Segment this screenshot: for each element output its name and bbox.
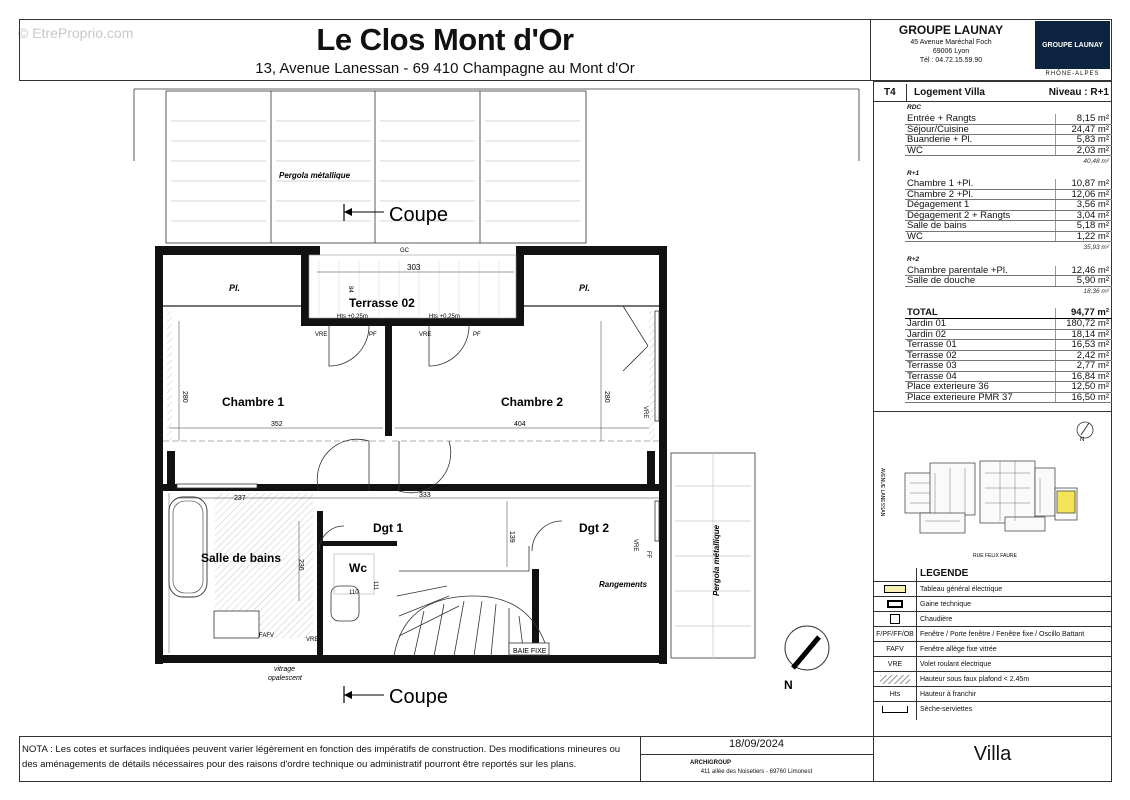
vre-label: VRE [315, 332, 328, 338]
legend-row: VRE Volet roulant électrique [874, 656, 1112, 671]
boiler-icon [874, 612, 916, 627]
staircase [394, 546, 549, 656]
room-rangements: Rangements [599, 580, 648, 589]
logo-region: RHÔNE-ALPES [1045, 71, 1100, 77]
company-logo [1035, 21, 1110, 69]
room-chambre-1: Chambre 1 [222, 395, 285, 409]
pf-label: PF [369, 332, 377, 338]
ff-label: FF [645, 551, 651, 559]
surface-row: Terrasse 04 16,84 m² [905, 372, 1112, 383]
hatch-icon [874, 672, 916, 687]
legend-row: FAFV Fenêtre allège fixe vitrée [874, 641, 1112, 656]
legend-row: Hts Hauteur à franchir [874, 686, 1112, 701]
room-dgt-2: Dgt 2 [579, 521, 609, 535]
surface-row: Salle de douche 5,90 m² [905, 276, 1112, 287]
vre-label: VRE [306, 637, 319, 643]
date: 18/09/2024 [728, 738, 785, 750]
coupe-top-label: Coupe [389, 204, 448, 226]
surface-row: Dégagement 1 3,56 m² [905, 200, 1112, 211]
dim-111: 111 [372, 581, 378, 591]
subtotal-r2: 18,36 m² [1083, 288, 1109, 295]
coupe-bottom-label: Coupe [389, 686, 448, 708]
electrical-panel-icon [874, 582, 916, 597]
surface-row: Salle de bains 5,18 m² [905, 221, 1112, 232]
dim-280-b: 280 [603, 391, 610, 403]
fafv-label: FAFV [259, 633, 275, 639]
hts-label-1: Hts +0.25m [337, 314, 368, 320]
surfaces-table [905, 103, 1112, 408]
surface-row: Jardin 01 180,72 m² [905, 319, 1112, 330]
site-plan [875, 413, 1111, 563]
surface-row: Chambre 1 +Pl. 10,87 m² [905, 179, 1112, 190]
subtotal-rdc: 40,48 m² [1083, 158, 1109, 165]
dim-gc: GC [400, 248, 409, 254]
watermark: © EtreProprio.com [18, 25, 134, 41]
unit-label: Logement Villa [914, 87, 985, 98]
legend-row: Chaudière [874, 611, 1112, 626]
legend-row: Tableau général électrique [874, 581, 1112, 596]
surface-row: Terrasse 01 16,53 m² [905, 340, 1112, 351]
site-plan-drawing [875, 413, 1111, 563]
dim-236: 236 [297, 559, 304, 571]
level-label-r1: R+1 [907, 170, 920, 177]
room-salle-de-bains: Salle de bains [201, 551, 282, 565]
surface-row: Place exterieure PMR 37 16,50 m² [905, 393, 1112, 404]
baie-fixe-label: BAIE FIXE [513, 648, 547, 655]
level-label-rdc: RDC [907, 104, 922, 111]
room-terrasse-02: Terrasse 02 [349, 296, 415, 310]
legend-row: Sèche-serviettes [874, 701, 1112, 716]
room-wc: Wc [349, 561, 367, 575]
nota-text: NOTA : Les cotes et surfaces indiquées peuvent varier légèrement en fonction des impératifs de construction. Des modifications mineures ou des aménagements de détails nécessaires pour des raisons d'ordre technique ou administratif pourront être reportés sur les plans. [22, 744, 621, 770]
surface-row: Jardin 02 18,14 m² [905, 330, 1112, 341]
surface-row: WC 2,03 m² [905, 146, 1112, 157]
surface-row: Place exterieure 36 12,50 m² [905, 382, 1112, 393]
surface-row: Dégagement 2 + Rangts 3,04 m² [905, 211, 1112, 222]
level-label-r2: R+2 [907, 256, 920, 263]
company-info [872, 23, 1030, 65]
legend-row: Hauteur sous faux plafond < 2.45m [874, 671, 1112, 686]
legend-row: F/PF/FF/OB Fenêtre / Porte fenêtre / Fenêtre fixe / Oscillo Battant [874, 626, 1112, 641]
towel-dryer-icon [874, 702, 916, 717]
placard-1: Pl. [229, 283, 241, 293]
dim-139: 139 [508, 531, 515, 543]
pergola-top-label: Pergola métallique [279, 171, 351, 180]
pf-label: PF [473, 332, 481, 338]
company-address-2: 69006 Lyon [932, 48, 970, 55]
project-title: Le Clos Mont d'Or [316, 22, 574, 57]
legend-row: Gaine technique [874, 596, 1112, 611]
room-dgt-1: Dgt 1 [373, 521, 403, 535]
hts-label-2: Hts +0.25m [429, 314, 460, 320]
technical-duct-icon [874, 597, 916, 612]
surface-row: Chambre 2 +Pl. 12,06 m² [905, 190, 1112, 201]
vitrage-label: vitrage [274, 666, 296, 673]
unit-header [874, 84, 1112, 102]
company-address-1: 45 Avenue Maréchal Foch [910, 39, 992, 46]
company-phone: Tél : 04.72.15.59.90 [919, 57, 983, 64]
vre-label: VRE [642, 406, 648, 419]
legend-title: LEGENDE [920, 568, 969, 579]
street-left-label: AVENUE LANESSAN [879, 468, 885, 517]
subtotal-r1: 35,93 m² [1083, 244, 1109, 251]
opalescent-label: opalescent [268, 675, 302, 682]
unit-level: Niveau : R+1 [1048, 87, 1109, 98]
vre-label: VRE [419, 332, 432, 338]
company-name: GROUPE LAUNAY [898, 23, 1004, 37]
architect: ARCHIGROUP [690, 760, 732, 766]
dim-404: 404 [514, 421, 526, 428]
unit-kind: Villa [973, 743, 1012, 765]
surface-row: Entrée + Rangts 8,15 m² [905, 114, 1112, 125]
surface-row: Terrasse 03 2,77 m² [905, 361, 1112, 372]
surface-row: Buanderie + Pl. 5,83 m² [905, 135, 1112, 146]
unit-type: T4 [884, 87, 896, 98]
architect-address: 411 allée des Noisetiers - 69760 Limonest [700, 769, 813, 775]
vre-label: VRE [632, 539, 638, 552]
surface-row: Chambre parentale +Pl. 12,46 m² [905, 266, 1112, 277]
dim-352: 352 [271, 421, 283, 428]
dim-303: 303 [407, 263, 421, 272]
dim-333: 333 [419, 492, 431, 499]
logo-text: GROUPE LAUNAY [1042, 41, 1103, 49]
placard-2: Pl. [579, 283, 591, 293]
site-north-label: N [1080, 437, 1085, 443]
floor-plan [19, 81, 871, 736]
dim-84: 84 [347, 286, 353, 293]
dim-280-a: 280 [181, 391, 188, 403]
north-label: N [784, 678, 793, 692]
highlighted-unit [1057, 491, 1075, 513]
dim-110: 110 [349, 590, 359, 596]
surface-total: TOTAL 94,77 m² [905, 308, 1112, 319]
legend [874, 568, 1112, 720]
surface-row: Séjour/Cuisine 24,47 m² [905, 125, 1112, 136]
surface-row: WC 1,22 m² [905, 232, 1112, 243]
room-chambre-2: Chambre 2 [501, 395, 564, 409]
surface-row: Terrasse 02 2,42 m² [905, 351, 1112, 362]
project-address: 13, Avenue Lanessan - 69 410 Champagne au Mont d'Or [255, 60, 635, 77]
pergola-right-label: Pergola métallique [712, 524, 721, 596]
dim-237: 237 [234, 495, 246, 502]
pergola-top [166, 91, 586, 243]
street-bottom-label: RUE FELIX FAURE [973, 553, 1017, 559]
